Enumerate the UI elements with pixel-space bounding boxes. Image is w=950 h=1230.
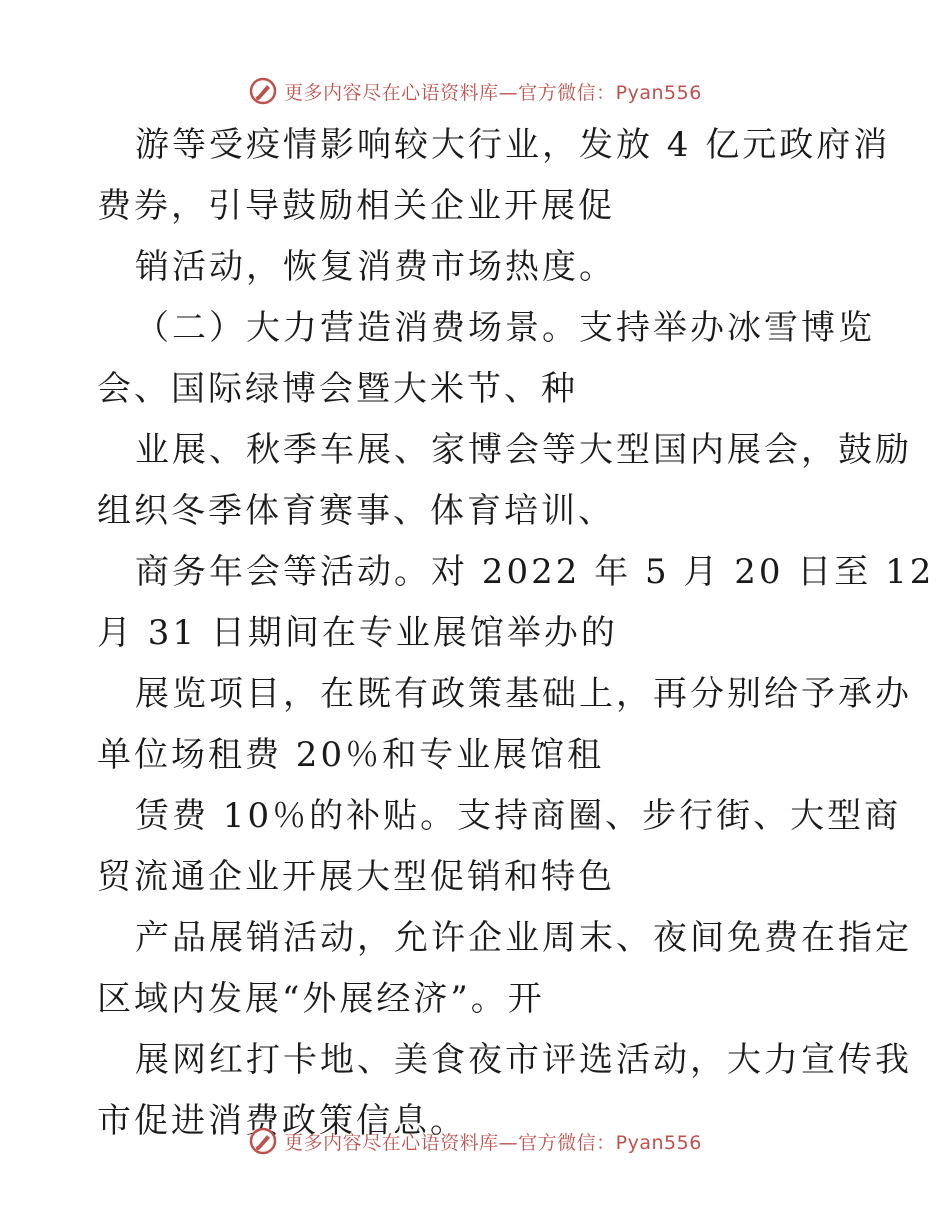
- paragraph-line: 贸流通企业开展大型促销和特色: [97, 857, 615, 897]
- paragraph-line: 游等受疫情影响较大行业，发放 4 亿元政府消: [135, 125, 891, 165]
- watermark-text: 更多内容尽在心语资料库—官方微信：Pyan556: [284, 1131, 702, 1154]
- paragraph-line: 展览项目，在既有政策基础上，再分别给予承办: [135, 674, 912, 714]
- pen-nib-logo-icon: [248, 1126, 278, 1156]
- paragraph-line: （二）大力营造消费场景。支持举办冰雪博览: [135, 308, 875, 348]
- paragraph-line: 商务年会等活动。对 2022 年 5 月 20 日至 12: [135, 552, 935, 592]
- paragraph-line: 业展、秋季车展、家博会等大型国内展会，鼓励: [135, 430, 912, 470]
- pen-nib-logo-icon: [248, 76, 278, 106]
- watermark-text: 更多内容尽在心语资料库—官方微信：Pyan556: [284, 81, 702, 104]
- header-watermark: [0, 71, 950, 111]
- paragraph-line: 市促进消费政策信息。: [97, 1101, 467, 1141]
- paragraph-line: 区域内发展“外展经济”。开: [97, 979, 545, 1019]
- paragraph-line: 销活动，恢复消费市场热度。: [135, 247, 616, 287]
- paragraph-line: 组织冬季体育赛事、体育培训、: [97, 491, 615, 531]
- paragraph-line: 单位场租费 20％和专业展馆租: [97, 735, 605, 775]
- paragraph-line: 展网红打卡地、美食夜市评选活动，大力宣传我: [135, 1040, 912, 1080]
- paragraph-line: 月 31 日期间在专业展馆举办的: [97, 613, 618, 653]
- paragraph-line: 会、国际绿博会暨大米节、种: [97, 369, 578, 409]
- footer-watermark: [0, 1121, 950, 1161]
- paragraph-line: 赁费 10％的补贴。支持商圈、步行街、大型商: [135, 796, 902, 836]
- paragraph-line: 费券，引导鼓励相关企业开展促: [97, 186, 615, 226]
- paragraph-line: 产品展销活动，允许企业周末、夜间免费在指定: [135, 918, 912, 958]
